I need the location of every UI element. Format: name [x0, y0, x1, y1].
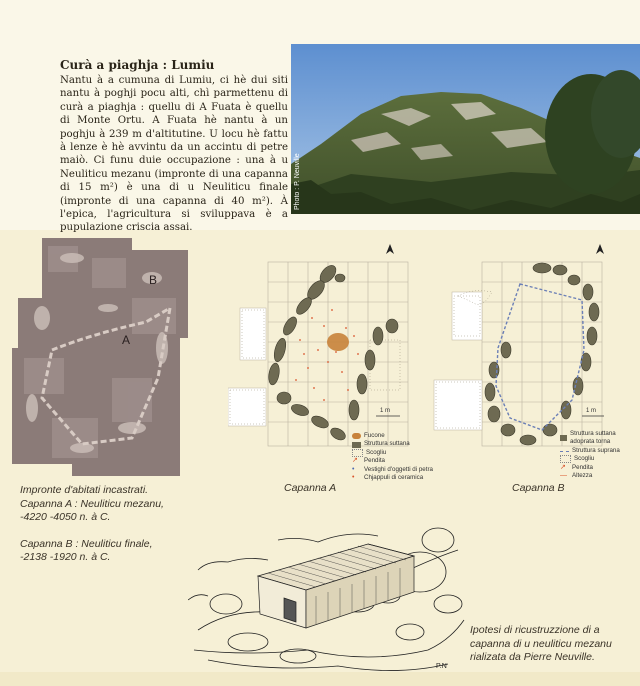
legend-item: Scogliu [574, 455, 595, 463]
hut-reconstruction-sketch [188, 500, 470, 676]
label-b: B [149, 273, 158, 287]
hearth-mark [327, 333, 349, 351]
rock-swatch-icon [352, 449, 363, 457]
caption-line: Capanna A : Neuliticu mezanu, [20, 497, 164, 510]
header-section [0, 0, 640, 234]
caption-line: Capanna B : Neuliticu finale, [20, 537, 153, 550]
legend-capanna-a [352, 432, 433, 482]
excavation-aerial-photo [12, 238, 188, 476]
intro-text-block [60, 58, 288, 235]
north-arrow-icon [386, 244, 394, 254]
imprints-caption [20, 484, 190, 565]
slope-swatch-icon: ↗ [560, 463, 566, 471]
stone-object-swatch-icon: • [352, 465, 355, 473]
hearth-swatch-icon [352, 433, 361, 439]
intro-paragraph: Nantu à a cumuna di Lumiu, ci hè dui siti nantu à poghji pocu alti, chì parmettenu di curà a piaghja : quellu di A Fuata è quellu di Monte Ortu. A Fuata hè nantu à un poghju à 239 m d'altitutine. U locu hè fattu à lenze è hè avvintu da un accintu di petre maiò. Ci funu duie occupazione : una à u Neuliticu mezanu (impronte di una capanna di 15 m²) è una di u Neuliticu finale (impronte di una capanna di 40 m²). À l'epica, l'agricultura si sviluppava è a pupulazione criscia assai. [60, 75, 288, 234]
label-a: A [122, 333, 131, 347]
section-title: Curà a piaghja : Lumiu [60, 58, 215, 72]
sketch-signature: P.N [436, 663, 447, 670]
legend-item: Altezza [572, 472, 593, 480]
legend-item: Vestighi d'oggetti di petra [364, 465, 433, 473]
legend-item: Chjappuli di ceramica [364, 474, 424, 482]
landscape-photo [291, 44, 640, 214]
caption-capanna-a: Capanna A [284, 482, 337, 494]
legend-item: Struttura suttana [364, 440, 410, 448]
caption-line: -4220 -4050 n. à C. [20, 511, 111, 523]
legend-capanna-b [560, 430, 638, 480]
caption-line: Impronte d'abitati incastrati. [20, 484, 149, 496]
reconstruction-caption: Ipotesi di ricustruzzione di a capanna di u neuliticu mezanu rializata da Pierre Neuville. [470, 624, 612, 663]
caption-line: -2138 -1920 n. à C. [20, 551, 111, 563]
legend-item: Struttura suttana adoprata torna [569, 430, 616, 446]
legend-item: Fucone [364, 432, 385, 439]
stone-wall-a [267, 262, 398, 442]
upper-structure-swatch-icon [560, 451, 569, 452]
bottom-band [0, 672, 640, 686]
slope-swatch-icon: ↗ [352, 457, 358, 465]
structure-swatch-icon [352, 442, 361, 448]
rock-swatch-icon [560, 455, 571, 463]
caption-capanna-b: Capanna B [512, 482, 565, 494]
north-arrow-icon [596, 244, 604, 254]
scale-label-a: 1 m [380, 408, 391, 414]
scale-label-b: 1 m [586, 408, 597, 414]
legend-item: Pendita [572, 463, 593, 471]
legend-item: Struttura suprana [572, 446, 620, 454]
reused-structure-swatch-icon [560, 435, 567, 441]
legend-item: Pendita [364, 457, 385, 465]
height-swatch-icon: — [560, 472, 567, 480]
ceramic-swatch-icon: • [352, 474, 355, 482]
legend-item: Scogliu [366, 448, 387, 456]
photo-credit: Photo : P. Neuville [294, 153, 301, 210]
